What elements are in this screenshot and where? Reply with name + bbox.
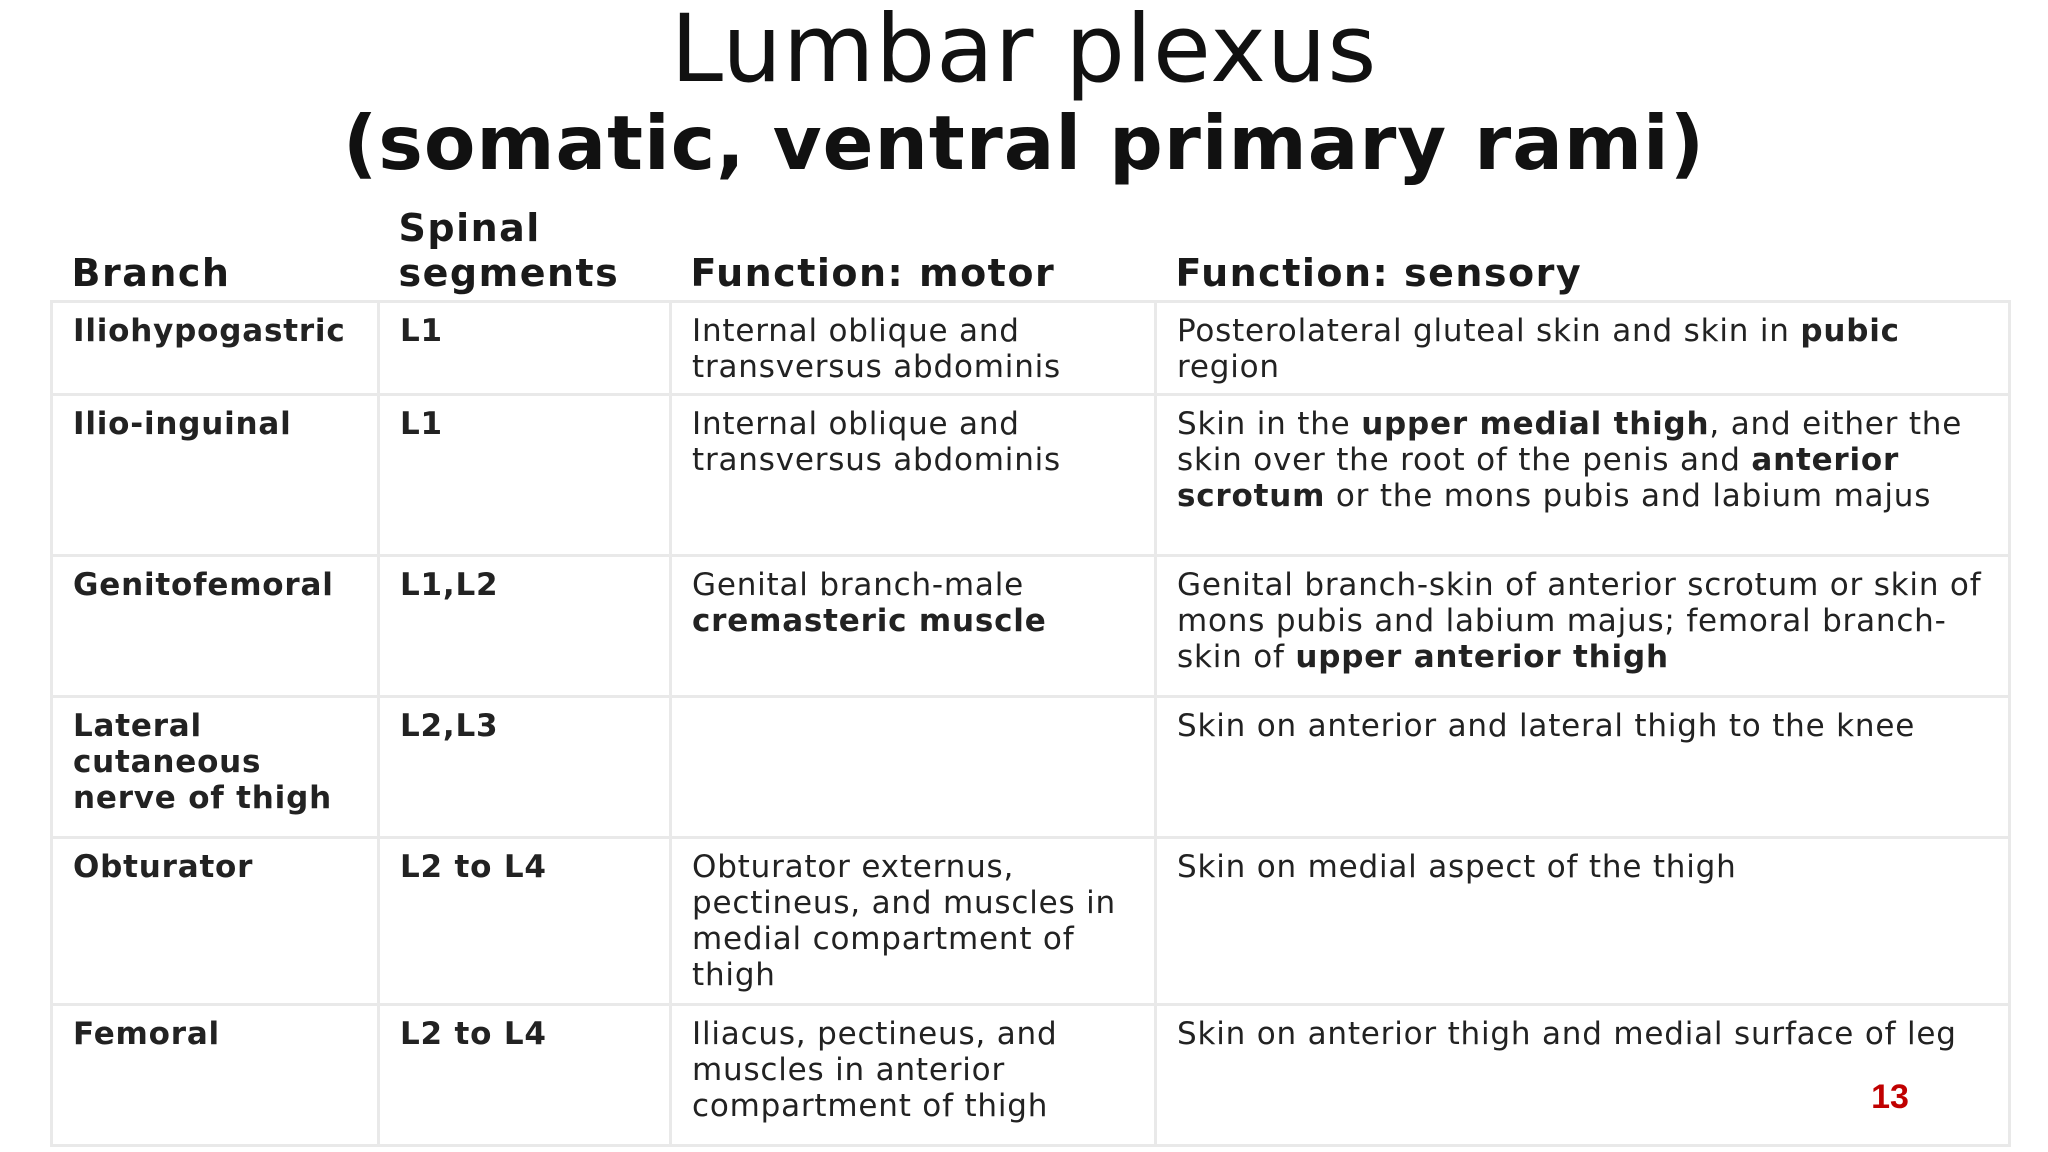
sensory-text-segment: region (1177, 349, 1280, 385)
cell-spinal-segments: L2 to L4 (379, 838, 671, 1005)
cell-function-sensory (1156, 838, 2010, 1005)
cell-branch: Iliohypogastric (52, 302, 379, 395)
sensory-text-segment: , and either the skin over the root of the penis and (1177, 406, 1963, 478)
sensory-text-segment: Skin on medial aspect of the thigh (1177, 849, 1737, 885)
table-row (52, 395, 2010, 556)
table-header-row (52, 200, 2010, 302)
header-function-motor: Function: motor (690, 251, 1056, 295)
table-row (52, 697, 2010, 838)
motor-text-segment: Internal oblique and transversus abdominis (692, 406, 1062, 478)
cell-branch: Femoral (52, 1005, 379, 1146)
cell-function-motor (671, 556, 1156, 697)
sensory-text-segment: or the mons pubis and labium majus (1325, 478, 1932, 514)
table-row (52, 556, 2010, 697)
cell-branch: Genitofemoral (52, 556, 379, 697)
page-number: 13 (1871, 1078, 1909, 1116)
cell-spinal-segments: L1,L2 (379, 556, 671, 697)
lumbar-plexus-table-container (50, 200, 2008, 1147)
table-row (52, 1005, 2010, 1146)
slide-title: Lumbar plexus (670, 0, 1378, 104)
motor-text-segment: Internal oblique and transversus abdominis (692, 313, 1062, 385)
cell-function-motor (671, 395, 1156, 556)
cell-function-sensory (1156, 697, 2010, 838)
sensory-text-segment: Skin on anterior thigh and medial surface of leg (1177, 1016, 1957, 1052)
table-row (52, 838, 2010, 1005)
cell-function-motor (671, 838, 1156, 1005)
sensory-text-segment: upper medial thigh (1361, 406, 1710, 442)
cell-branch: Obturator (52, 838, 379, 1005)
sensory-text-segment: Skin in the (1177, 406, 1362, 442)
cell-function-motor (671, 697, 1156, 838)
cell-function-sensory (1156, 302, 2010, 395)
header-spinal-segments (379, 200, 671, 302)
cell-spinal-segments: L1 (379, 302, 671, 395)
sensory-text-segment: upper anterior thigh (1295, 639, 1669, 675)
cell-function-sensory (1156, 395, 2010, 556)
motor-text-segment: Obturator externus, pectineus, and muscles in medial compartment of thigh (692, 849, 1116, 993)
sensory-text-segment: Posterolateral gluteal skin and skin in (1177, 313, 1801, 349)
sensory-text-segment: pubic (1800, 313, 1900, 349)
cell-branch: Ilio-inguinal (52, 395, 379, 556)
motor-text-segment: Genital branch-male (692, 567, 1024, 603)
lumbar-plexus-table (50, 200, 2011, 1147)
cell-branch: Lateral cutaneous nerve of thigh (52, 697, 379, 838)
motor-text-segment: Iliacus, pectineus, and muscles in anterior compartment of thigh (692, 1016, 1058, 1124)
cell-function-sensory (1156, 1005, 2010, 1146)
sensory-text-segment: anterior scrotum (1177, 442, 1900, 514)
cell-spinal-segments: L2,L3 (379, 697, 671, 838)
header-segments-line1: Spinal (398, 206, 541, 250)
header-branch: Branch (71, 251, 231, 295)
cell-function-motor (671, 302, 1156, 395)
cell-spinal-segments: L2 to L4 (379, 1005, 671, 1146)
sensory-text-segment: Skin on anterior and lateral thigh to the knee (1177, 708, 1916, 744)
slide-subtitle: (somatic, ventral primary rami) (342, 99, 1706, 187)
header-function-sensory: Function: sensory (1175, 251, 1583, 295)
motor-text-segment: cremasteric muscle (692, 603, 1047, 639)
sensory-text-segment: Genital branch-skin of anterior scrotum or skin of mons pubis and labium majus; femoral branch-skin of (1177, 567, 1982, 675)
table-body (52, 302, 2010, 1146)
cell-spinal-segments: L1 (379, 395, 671, 556)
table-row (52, 302, 2010, 395)
header-segments-line2: segments (398, 251, 620, 295)
cell-function-sensory (1156, 556, 2010, 697)
cell-function-motor (671, 1005, 1156, 1146)
